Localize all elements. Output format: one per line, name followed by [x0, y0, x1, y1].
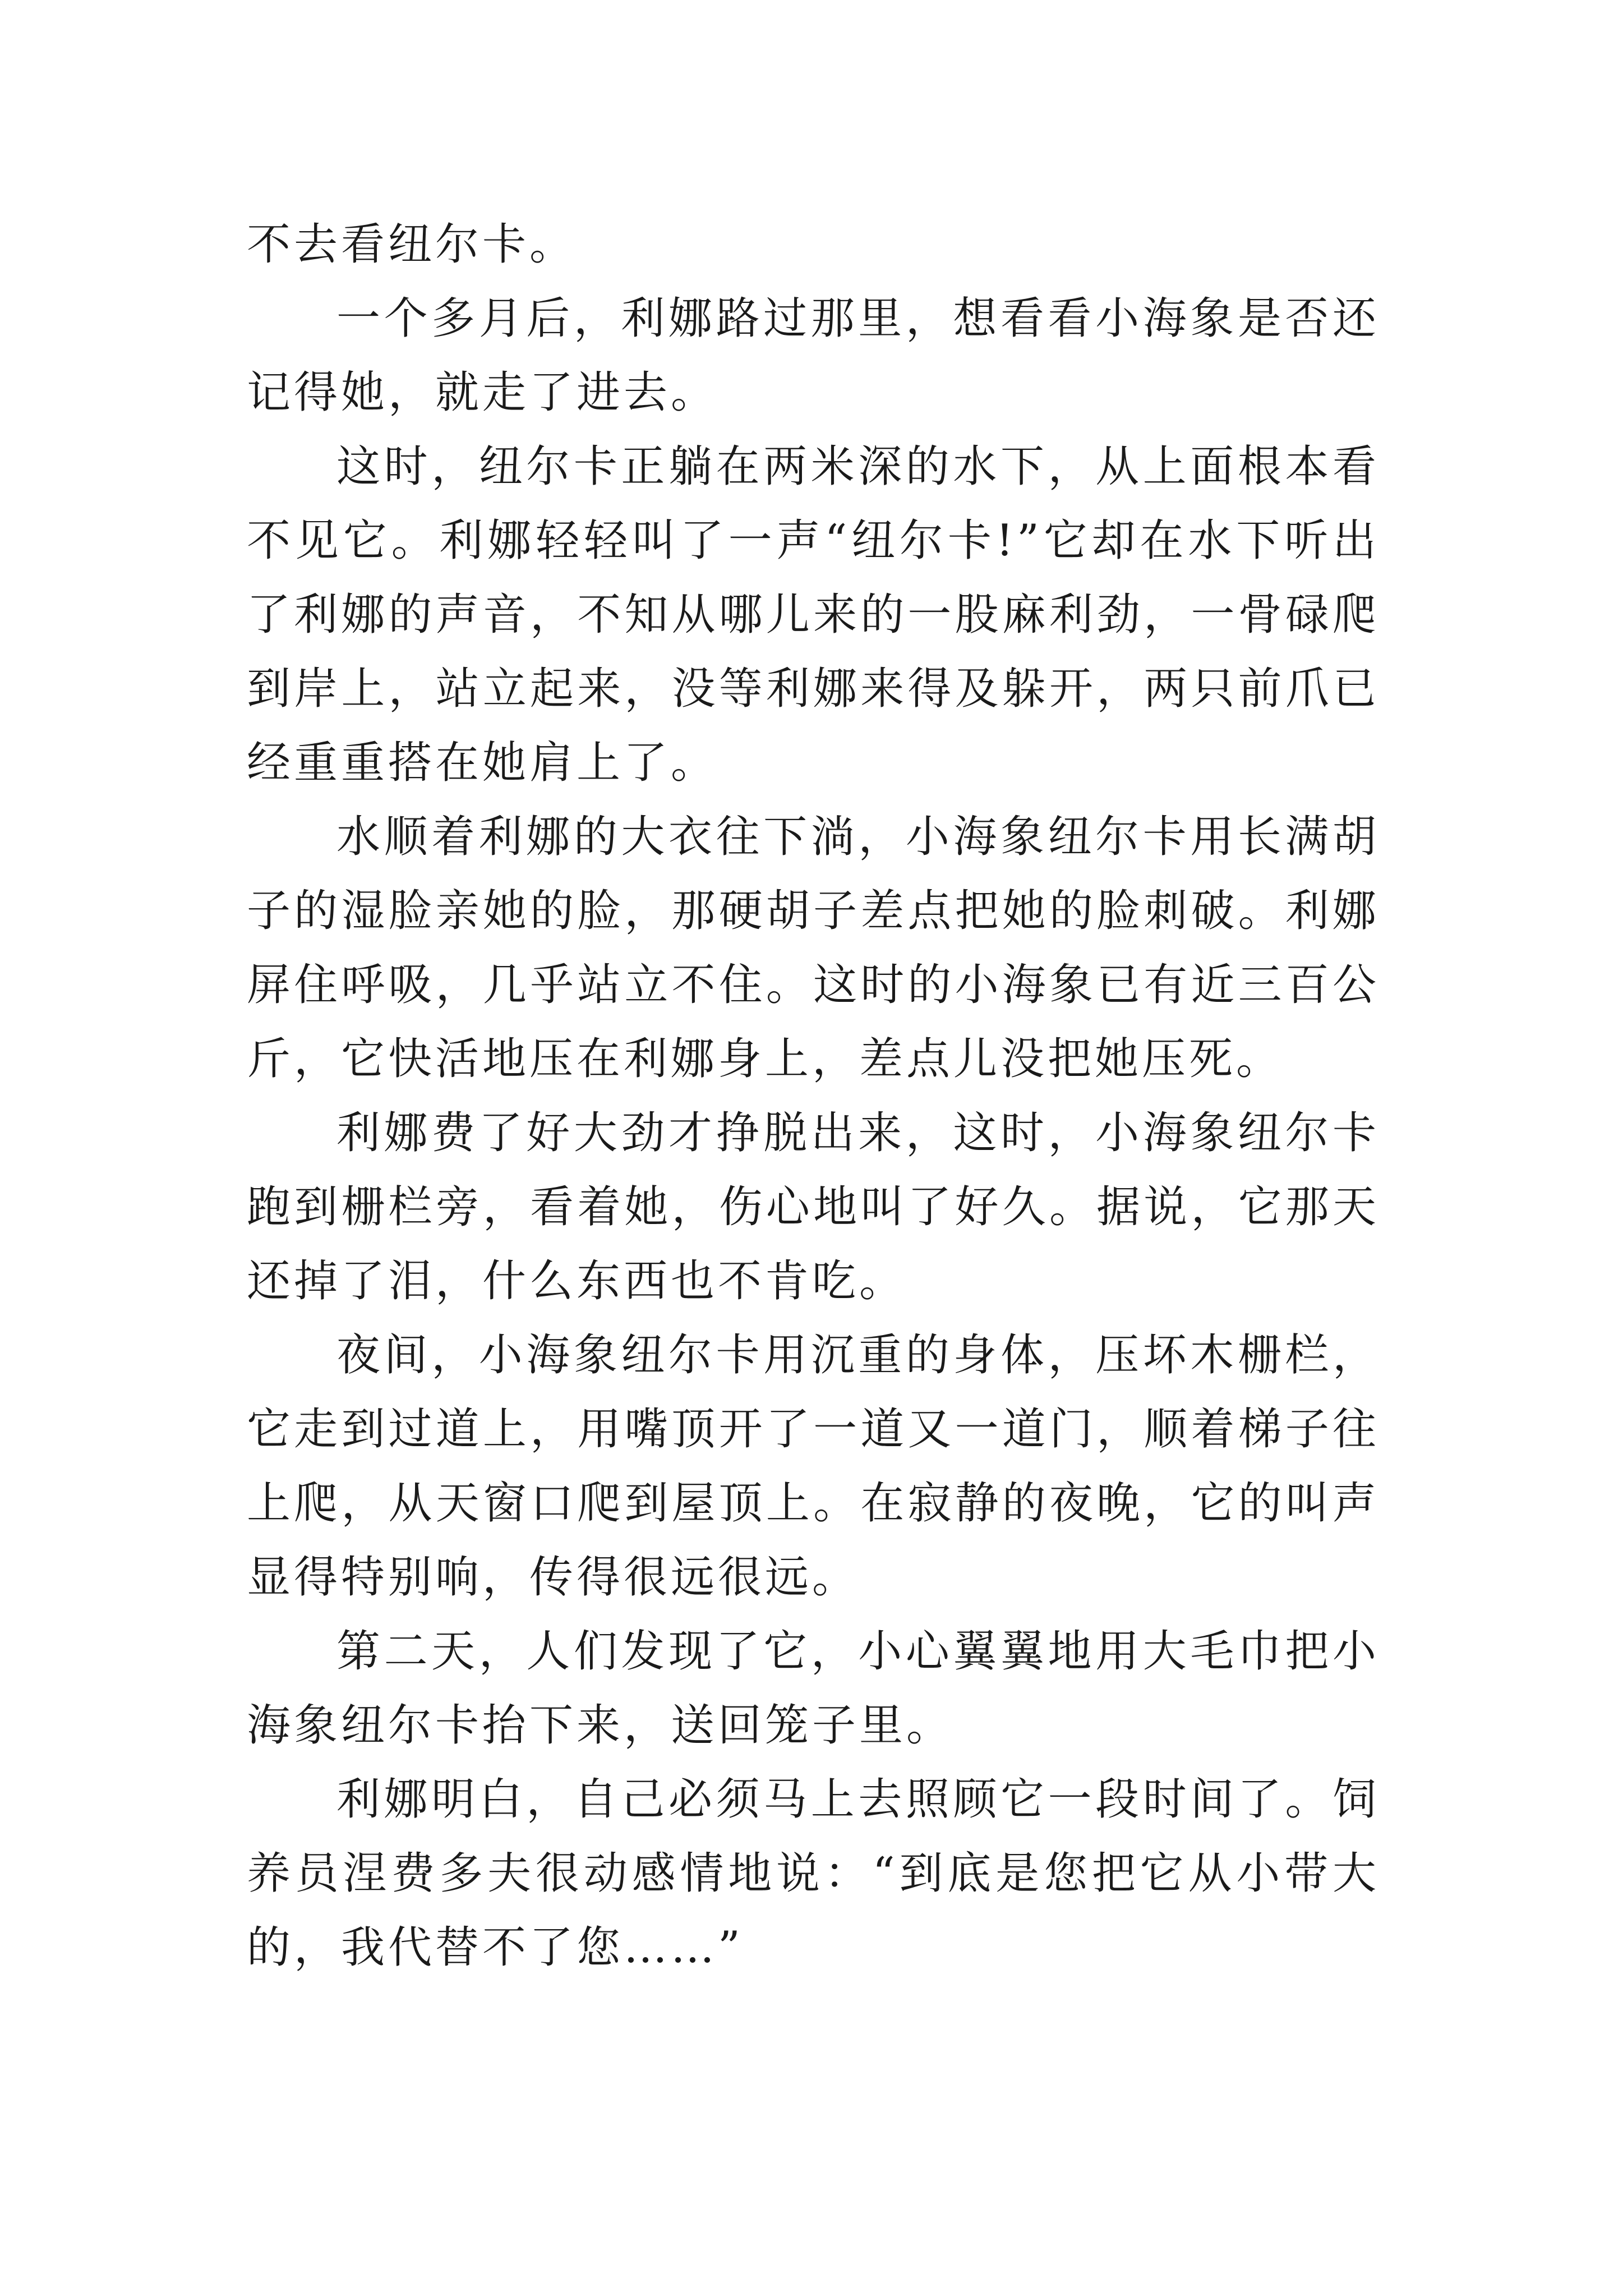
paragraph-2: 一个多月后，利娜路过那里，想看看小海象是否还记得她，就走了进去。	[247, 293, 1380, 418]
paragraph-7: 第二天，人们发现了它，小心翼翼地用大毛巾把小海象纽尔卡抬下来，送回笼子里。	[247, 1626, 1380, 1751]
paragraph-1: 不去看纽尔卡。	[247, 219, 577, 270]
paragraph-6: 夜间，小海象纽尔卡用沉重的身体，压坏木栅栏，它走到过道上，用嘴顶开了一道又一道门，顺着梯子往上爬，从天窗口爬到屋顶上。在寂静的夜晚，它的叫声显得特别响，传得很远很远。	[247, 1330, 1380, 1603]
paragraph-4: 水顺着利娜的大衣往下淌，小海象纽尔卡用长满胡子的湿脸亲她的脸，那硬胡子差点把她的脸刺破。利娜屏住呼吸，几乎站立不住。这时的小海象已有近三百公斤，它快活地压在利娜身上，差点儿没把她压死。	[247, 812, 1380, 1084]
paragraph-5: 利娜费了好大劲才挣脱出来，这时，小海象纽尔卡跑到栅栏旁，看着她，伤心地叫了好久。据说，它那天还掉了泪，什么东西也不肯吃。	[247, 1108, 1380, 1306]
document-body	[247, 208, 1380, 1985]
paragraph-8: 利娜明白，自己必须马上去照顾它一段时间了。饲养员涅费多夫很动感情地说：“到底是您把它从小带大的，我代替不了您……”	[247, 1774, 1380, 1973]
paragraph-3: 这时，纽尔卡正躺在两米深的水下，从上面根本看不见它。利娜轻轻叫了一声“纽尔卡!”它却在水下听出了利娜的声音，不知从哪儿来的一股麻利劲，一骨碌爬到岸上，站立起来，没等利娜来得及躲开，两只前爪已经重重搭在她肩上了。	[247, 441, 1380, 788]
